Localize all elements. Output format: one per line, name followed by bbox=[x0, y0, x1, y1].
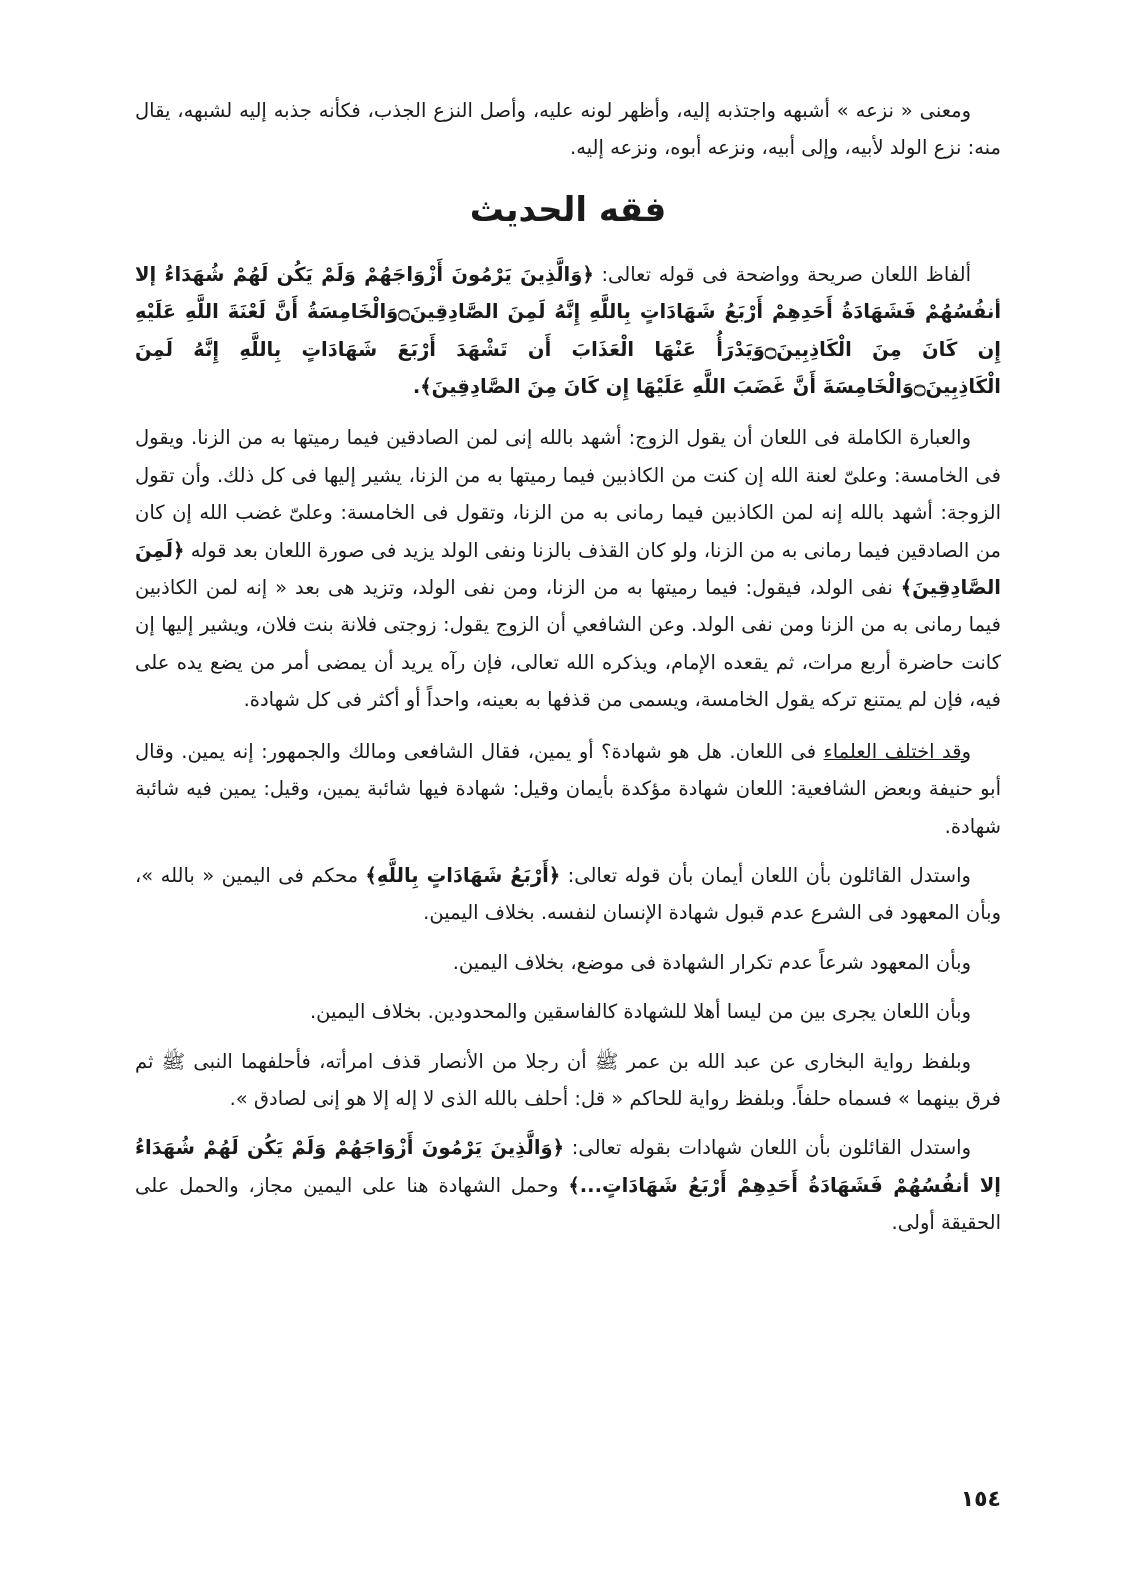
paragraph-2 bbox=[135, 419, 1001, 718]
quran-verse: ﴿لَمِنَ الصَّادِقِينَ﴾ bbox=[135, 538, 1001, 600]
paragraph-2-text: والعبارة الكاملة فى اللعان أن يقول الزوج: أشهد بالله إنى لمن الصادقين فيما رميتها به من الزنا. ويقول فى الخامسة: وعلىّ لعنة الله إن كنت من الكاذبين فيما رميتها به من الزنا، يشير إليها فى كل ذلك. وأن تقول الزوجة: أشهد بالله إنه لمن الكاذبين فيما رمانى به من الزنا، وتقول فى الخامسة: وعلىّ غضب الله إن كان من الصادقين فيما رمانى به من الزنا، ولو كان القذف بالزنا ونفى الولد يزيد فى صورة اللعان بعد قوله bbox=[135, 426, 1001, 562]
paragraph-1 bbox=[135, 256, 1001, 406]
paragraph-7: وبلفظ رواية البخارى عن عبد الله بن عمر ﷺ أن رجلا من الأنصار قذف امرأته، فأحلفهما النبى ﷺ ثم فرق بينهما » فسماه حلفاً. وبلفظ رواية للحاكم « قل: أحلف بالله الذى لا إله إلا هو إنى لصادق ». bbox=[135, 1049, 1001, 1110]
paragraph-2-text: نفى الولد، فيقول: فيما رميتها به من الزنا، ومن نفى الولد، وتزيد هى بعد « إنه لمن الكاذبين فيما رمانى به من الزنا ومن نفى الولد. وعن الشافعي أن الزوج يقول: زوجتى فلانة بنت فلان، ويشير إليها إن كانت حاضرة أربع مرات، ثم يقعده الإمام، ويذكره الله تعالى، فإن رآه يريد أن يمضى أمر من يضع يده على فيه، فإن لم يمتنع تركه يقول الخامسة، ويسمى من قذفها به بعينه، واحداً أو أكثر فى كل شهادة. bbox=[135, 576, 1001, 712]
paragraph-6: وبأن اللعان يجرى بين من ليسا أهلا للشهادة كالفاسقين والمحدودين. بخلاف اليمين. bbox=[309, 1000, 971, 1024]
paragraph-8-suffix: وحمل الشهادة هنا على اليمين مجاز، والحمل على الحقيقة أولى. bbox=[135, 1173, 1001, 1235]
paragraph-3-text: فى اللعان. هل هو شهادة؟ أو يمين، فقال الشافعى ومالك والجمهور: إنه يمين. وقال أبو حنيفة وبعض الشافعية: اللعان شهادة مؤكدة بأيمان وقيل: شهادة فيها شائبة يمين، وقيل: يمين فيه شائبة شهادة. bbox=[135, 739, 1001, 838]
paragraph-4-prefix: واستدل القائلون بأن اللعان أيمان بأن قوله تعالى: bbox=[560, 863, 971, 887]
paragraph-1-prefix: ألفاظ اللعان صريحة وواضحة فى قوله تعالى: bbox=[593, 262, 971, 286]
paragraph-4-suffix: محكم فى اليمين « بالله »، وبأن المعهود فى الشرع عدم قبول شهادة الإنسان لنفسه. بخلاف اليمين. bbox=[135, 863, 1001, 925]
quran-verse: ﴿أَرْبَعُ شَهَادَاتٍ بِاللَّهِ﴾ bbox=[365, 863, 561, 887]
page-body bbox=[135, 92, 1001, 1242]
quran-verse: ﴿وَالَّذِينَ يَرْمُونَ أَزْوَاجَهُمْ وَلَمْ يَكُن لَهُمْ شُهَدَاءُ إلا أنفُسُهُمْ فَشَهَادَةُ أَحَدِهِمْ أَرْبَعُ شَهَادَاتٍ بِاللَّهِ إِنَّهُ لَمِنَ الصَّادِقِينَ۝وَالْخَامِسَةُ أَنَّ لَعْنَةَ اللَّهِ عَلَيْهِ إِن كَانَ مِنَ الْكَاذِبِينَ۝وَيَدْرَأُ عَنْهَا الْعَذَابَ أَن تَشْهَدَ أَرْبَعَ شَهَادَاتٍ بِاللَّهِ إِنَّهُ لَمِنَ الْكَاذِبِينَ۝وَالْخَامِسَةَ أَنَّ غَضَبَ اللَّهِ عَلَيْهَا إِن كَانَ مِنَ الصَّادِقِينَ﴾. bbox=[135, 262, 1002, 399]
paragraph-8-prefix: واستدل القائلون بأن اللعان شهادات بقوله تعالى: bbox=[564, 1136, 971, 1160]
paragraph-4 bbox=[135, 857, 1001, 932]
paragraph-5: وبأن المعهود شرعاً عدم تكرار الشهادة فى موضع، بخلاف اليمين. bbox=[452, 950, 971, 974]
page-number: ١٥٤ bbox=[960, 1487, 1001, 1512]
intro-paragraph: ومعنى « نزعه » أشبهه واجتذبه إليه، وأظهر لونه عليه، وأصل النزع الجذب، فكأنه جذبه إليه لشبهه، يقال منه: نزع الولد لأبيه، وإلى أبيه، ونزعه أبوه، ونزعه إليه. bbox=[135, 99, 1001, 160]
paragraph-8 bbox=[135, 1129, 1001, 1241]
quran-verse: ﴿وَالَّذِينَ يَرْمُونَ أَزْوَاجَهُمْ وَلَمْ يَكُن لَهُمْ شُهَدَاءُ إلا أنفُسُهُمْ فَشَهَادَةُ أَحَدِهِمْ أَرْبَعُ شَهَادَاتٍ...﴾ bbox=[135, 1136, 1001, 1197]
section-title: فقه الحديث bbox=[469, 189, 667, 230]
paragraph-3 bbox=[135, 733, 1001, 845]
underlined-phrase: وقد اختلف العلماء bbox=[823, 739, 971, 763]
